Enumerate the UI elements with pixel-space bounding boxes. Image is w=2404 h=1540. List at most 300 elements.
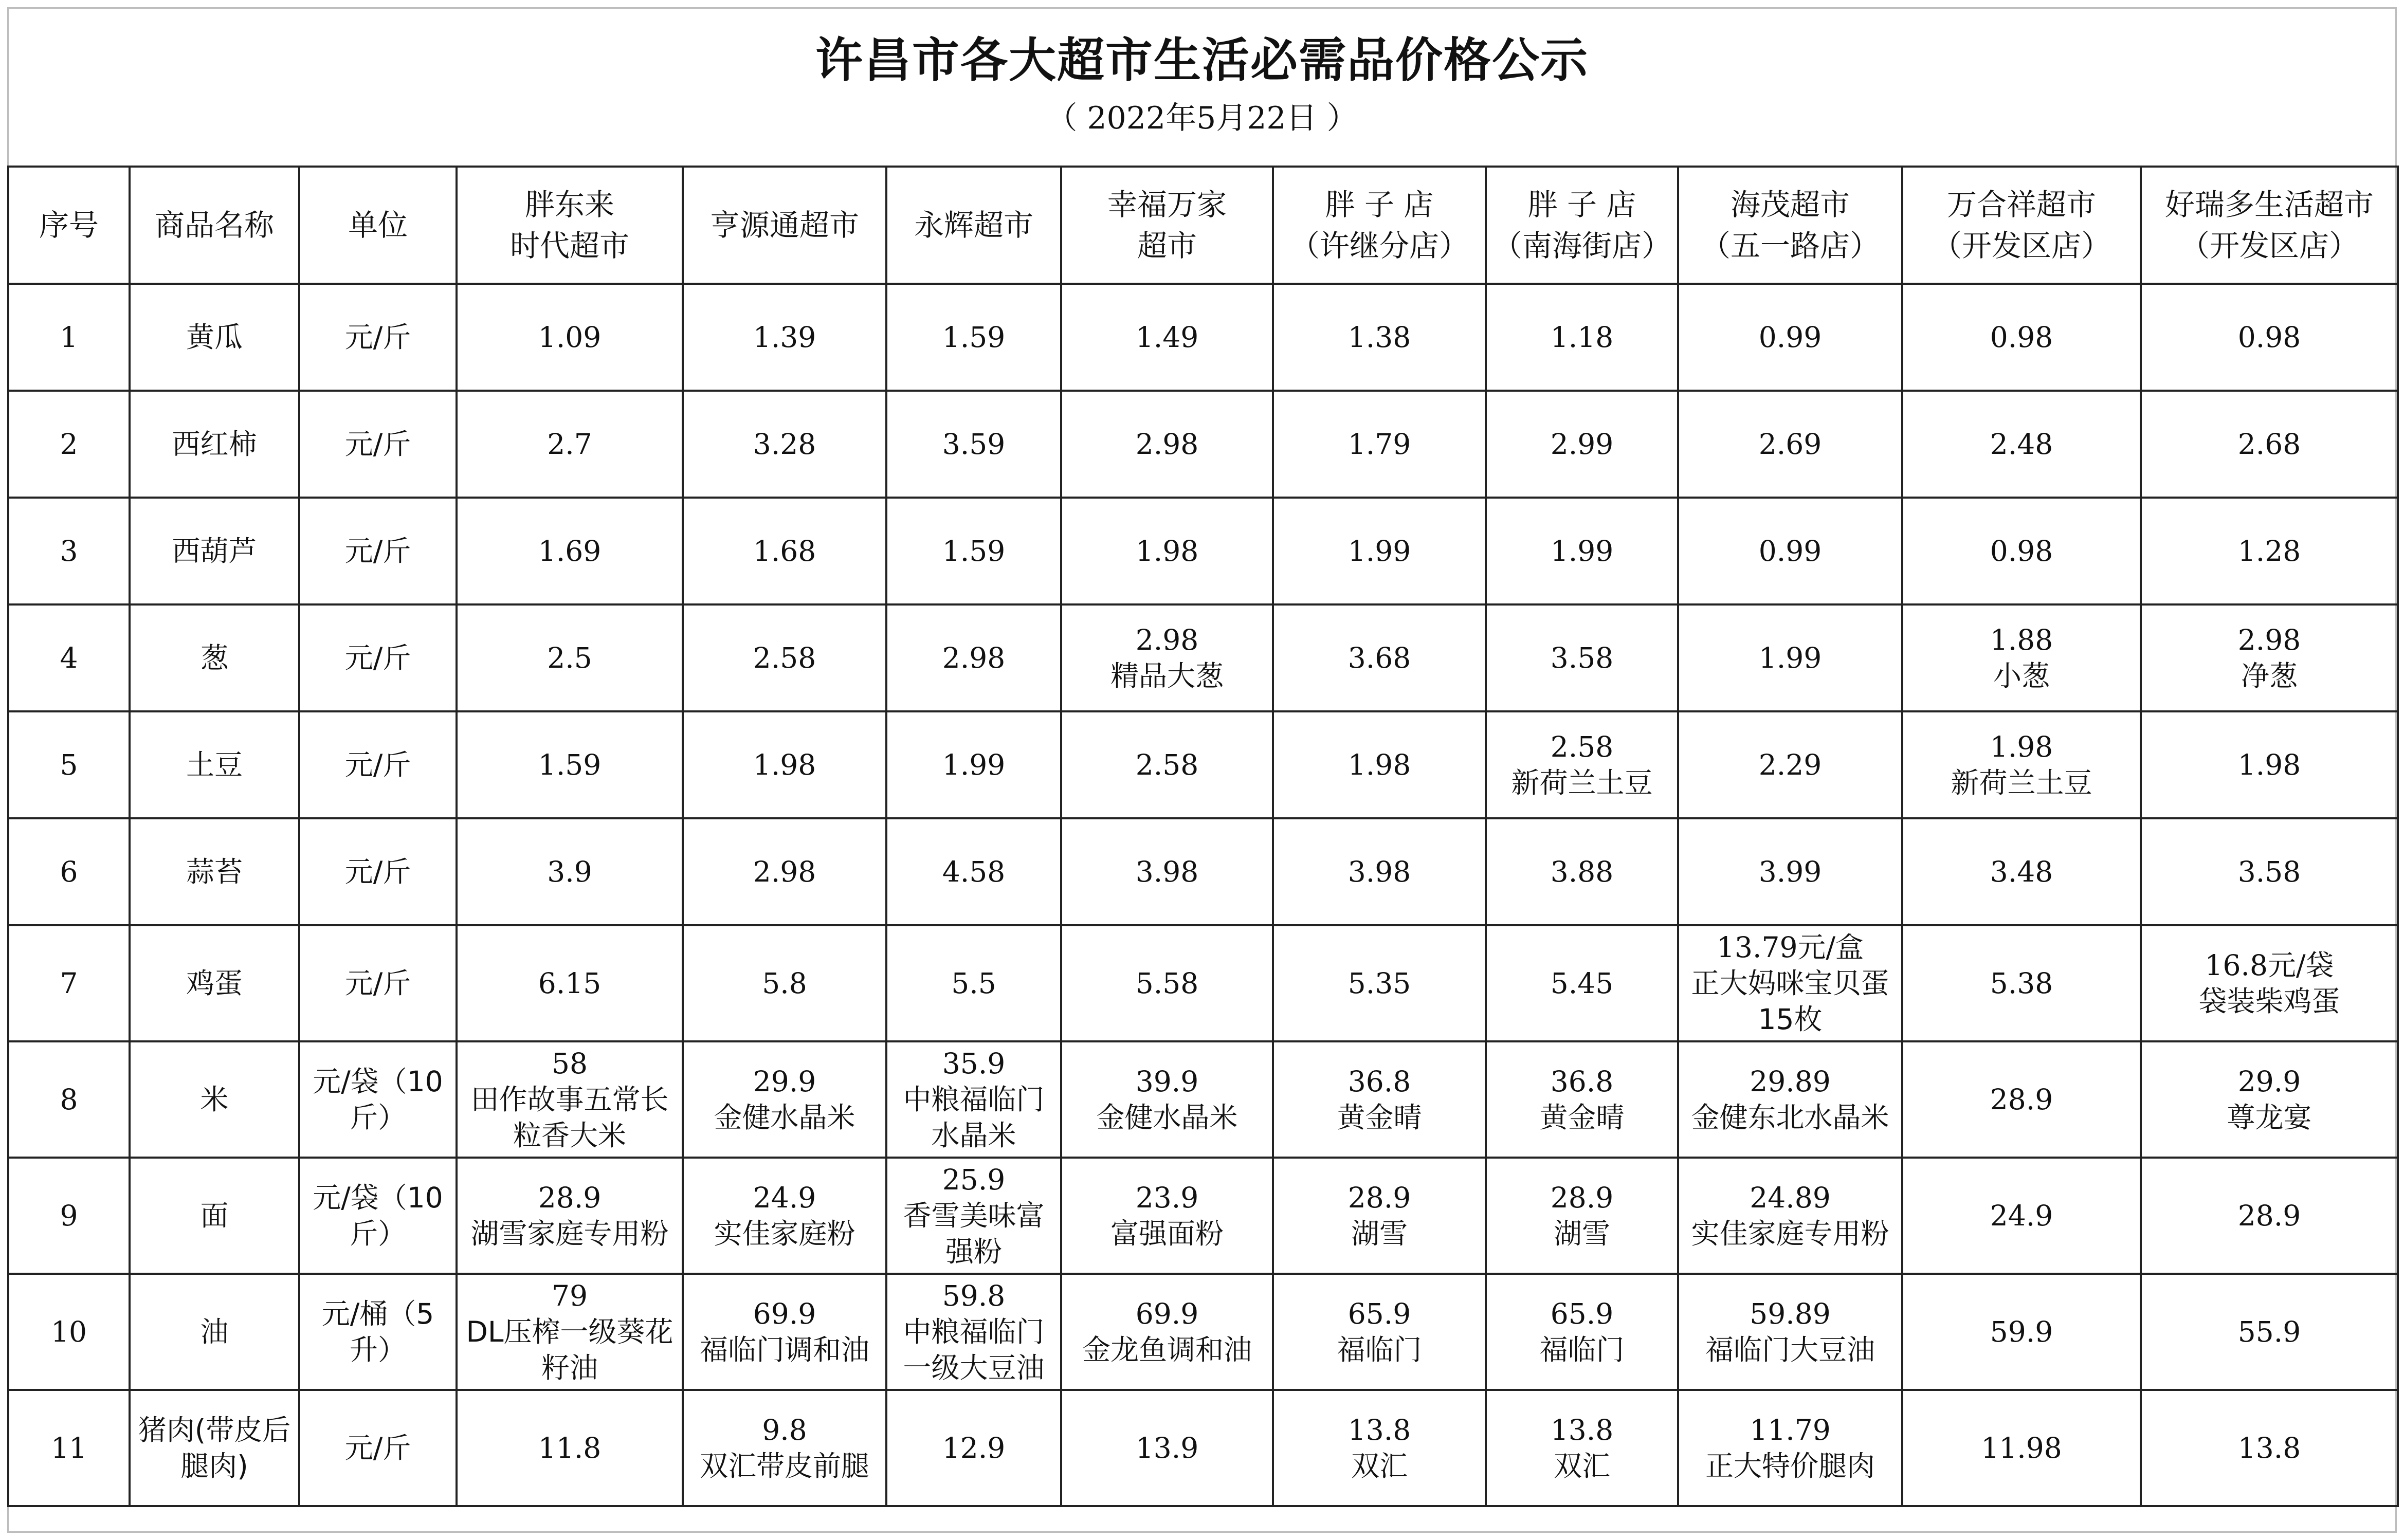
price-value: 1.59 [942, 535, 1006, 567]
price-cell [457, 1158, 683, 1274]
product-note: 金龙鱼调和油 [1082, 1333, 1252, 1366]
price-cell [1902, 1041, 2141, 1158]
price-cell [1486, 925, 1678, 1041]
column-header [1061, 167, 1273, 284]
table-body [8, 284, 2398, 1506]
price-cell [1902, 1158, 2141, 1274]
price-value: 1.99 [1347, 535, 1411, 567]
price-value: 3.98 [1347, 855, 1411, 888]
price-value: 3.88 [1550, 855, 1614, 888]
product-note: 黄金晴 [1539, 1101, 1625, 1134]
price-cell [2141, 925, 2398, 1041]
price-value: 59.8 [942, 1279, 1006, 1312]
product-note: 新荷兰土豆 [1951, 766, 2092, 799]
price-cell [1061, 391, 1273, 498]
price-value: 13.79元/盒 [1717, 931, 1864, 964]
price-value: 25.9 [942, 1163, 1006, 1196]
price-value: 1.59 [538, 748, 602, 781]
price-cell [1902, 604, 2141, 711]
column-header-line2: 超市 [1137, 228, 1197, 263]
price-cell [886, 1274, 1061, 1390]
price-value: 1.98 [1347, 748, 1411, 781]
product-note: 双汇 [1351, 1450, 1408, 1482]
price-cell [457, 1274, 683, 1390]
column-header [1678, 167, 1902, 284]
price-cell [1273, 498, 1486, 604]
price-cell [886, 1041, 1061, 1158]
row-number: 2 [8, 391, 130, 498]
product-name: 猪肉(带皮后腿肉) [130, 1390, 299, 1506]
price-value: 1.98 [1990, 730, 2053, 763]
price-cell [1678, 1158, 1902, 1274]
price-cell [1678, 711, 1902, 818]
price-value: 1.79 [1347, 428, 1411, 461]
unit: 元/斤 [299, 498, 457, 604]
column-header-line2: 时代超市 [509, 228, 629, 263]
price-cell [1486, 391, 1678, 498]
price-cell [1273, 391, 1486, 498]
price-cell [1678, 1390, 1902, 1506]
price-value: 55.9 [2237, 1315, 2301, 1348]
price-value: 24.9 [1990, 1199, 2053, 1232]
price-cell [1902, 925, 2141, 1041]
price-value: 16.8元/袋 [2205, 949, 2334, 982]
product-note: 精品大葱 [1110, 659, 1224, 692]
price-value: 3.98 [1135, 855, 1199, 888]
price-value: 11.98 [1981, 1432, 2062, 1464]
price-cell [1678, 1274, 1902, 1390]
price-value: 5.35 [1347, 967, 1411, 1000]
price-value: 5.45 [1550, 967, 1614, 1000]
price-cell [1902, 1390, 2141, 1506]
price-value: 0.99 [1758, 321, 1822, 354]
row-number: 4 [8, 604, 130, 711]
price-cell [886, 711, 1061, 818]
column-header [130, 167, 299, 284]
price-value: 4.58 [942, 855, 1006, 888]
price-cell [1273, 604, 1486, 711]
price-cell [2141, 1274, 2398, 1390]
price-value: 59.9 [1990, 1315, 2053, 1348]
price-value: 5.38 [1990, 967, 2053, 1000]
price-value: 65.9 [1347, 1297, 1411, 1330]
column-header [457, 167, 683, 284]
price-cell [1902, 711, 2141, 818]
row-number: 10 [8, 1274, 130, 1390]
price-value: 1.98 [753, 748, 816, 781]
price-cell [2141, 711, 2398, 818]
price-cell [1486, 1390, 1678, 1506]
column-header-line1: 商品名称 [154, 208, 274, 243]
price-cell [1273, 1390, 1486, 1506]
price-value: 1.28 [2237, 535, 2301, 567]
table-row [8, 498, 2398, 604]
price-value: 6.15 [538, 967, 602, 1000]
price-cell [457, 818, 683, 925]
column-header-line1: 海茂超市 [1730, 187, 1850, 222]
column-header [886, 167, 1061, 284]
price-value: 58 [552, 1047, 588, 1080]
price-value: 1.59 [942, 321, 1006, 354]
price-cell [457, 604, 683, 711]
price-value: 1.68 [753, 535, 816, 567]
table-row [8, 284, 2398, 391]
price-cell [886, 498, 1061, 604]
product-note: 金健水晶米 [1096, 1101, 1238, 1134]
price-value: 69.9 [1135, 1297, 1199, 1330]
price-value: 3.9 [547, 855, 592, 888]
unit: 元/斤 [299, 391, 457, 498]
price-cell [886, 391, 1061, 498]
price-cell [1486, 1274, 1678, 1390]
price-cell [886, 818, 1061, 925]
price-cell [683, 925, 886, 1041]
price-value: 13.8 [2237, 1432, 2301, 1464]
price-cell [1486, 1041, 1678, 1158]
product-name: 鸡蛋 [130, 925, 299, 1041]
price-value: 1.98 [1135, 535, 1199, 567]
price-cell [1486, 604, 1678, 711]
price-value: 2.58 [1135, 748, 1199, 781]
product-note: 双汇带皮前腿 [699, 1450, 869, 1482]
price-value: 65.9 [1550, 1297, 1614, 1330]
price-value: 29.9 [753, 1065, 816, 1098]
row-number: 9 [8, 1158, 130, 1274]
price-cell [457, 925, 683, 1041]
price-cell [683, 391, 886, 498]
unit: 元/斤 [299, 711, 457, 818]
unit: 元/袋（10斤） [299, 1158, 457, 1274]
table-row [8, 1041, 2398, 1158]
row-number: 8 [8, 1041, 130, 1158]
price-value: 1.39 [753, 321, 816, 354]
price-value: 1.99 [942, 748, 1006, 781]
price-cell [2141, 1390, 2398, 1506]
product-name: 葱 [130, 604, 299, 711]
price-cell [457, 1041, 683, 1158]
product-note: 实佳家庭专用粉 [1691, 1217, 1889, 1250]
price-cell [1678, 925, 1902, 1041]
column-header-line1: 幸福万家 [1107, 187, 1227, 222]
price-cell [1902, 498, 2141, 604]
price-value: 2.58 [1550, 730, 1614, 763]
price-value: 5.8 [762, 967, 807, 1000]
price-value: 1.98 [2237, 748, 2301, 781]
price-value: 1.99 [1758, 641, 1822, 674]
price-cell [2141, 284, 2398, 391]
price-value: 28.9 [1550, 1181, 1614, 1214]
price-cell [1678, 391, 1902, 498]
column-header [1902, 167, 2141, 284]
price-cell [457, 498, 683, 604]
price-cell [683, 1041, 886, 1158]
product-name: 黄瓜 [130, 284, 299, 391]
price-value: 2.48 [1990, 428, 2053, 461]
price-value: 13.8 [1550, 1414, 1614, 1446]
price-value: 2.98 [2237, 624, 2301, 656]
table-row [8, 1274, 2398, 1390]
table-row [8, 391, 2398, 498]
product-note: 福临门 [1337, 1333, 1422, 1366]
column-header-line1: 单位 [348, 208, 408, 243]
unit: 元/桶（5升） [299, 1274, 457, 1390]
column-header [1273, 167, 1486, 284]
price-value: 2.98 [753, 855, 816, 888]
price-cell [1486, 818, 1678, 925]
price-cell [2141, 604, 2398, 711]
price-value: 2.29 [1758, 748, 1822, 781]
price-cell [1061, 498, 1273, 604]
product-name: 土豆 [130, 711, 299, 818]
price-value: 2.69 [1758, 428, 1822, 461]
price-cell [457, 711, 683, 818]
price-value: 0.98 [1990, 321, 2053, 354]
table-row [8, 604, 2398, 711]
price-cell [1061, 604, 1273, 711]
price-cell [1902, 818, 2141, 925]
column-header-line1: 胖 子 店 [1325, 187, 1434, 222]
price-cell [1273, 1158, 1486, 1274]
price-value: 3.58 [2237, 855, 2301, 888]
publish-date: （ 2022年5月22日 ） [1046, 100, 1358, 136]
price-cell [1273, 1274, 1486, 1390]
product-name: 米 [130, 1041, 299, 1158]
price-cell [1061, 1158, 1273, 1274]
product-name: 西红柿 [130, 391, 299, 498]
unit: 元/斤 [299, 604, 457, 711]
price-value: 23.9 [1135, 1181, 1199, 1214]
price-cell [457, 284, 683, 391]
product-note: 黄金晴 [1337, 1101, 1422, 1134]
price-value: 3.28 [753, 428, 816, 461]
price-cell [683, 604, 886, 711]
product-note: 富强面粉 [1110, 1217, 1224, 1250]
row-number: 11 [8, 1390, 130, 1506]
price-cell [1486, 1158, 1678, 1274]
product-note: 中粮福临门一级大豆油 [903, 1315, 1045, 1384]
price-cell [1061, 1274, 1273, 1390]
product-note: 湖雪 [1553, 1217, 1610, 1250]
page-title: 许昌市各大超市生活必需品价格公示 [815, 33, 1589, 88]
price-value: 5.5 [951, 967, 996, 1000]
price-cell [457, 1390, 683, 1506]
table-row [8, 711, 2398, 818]
unit: 元/斤 [299, 1390, 457, 1506]
price-cell [886, 925, 1061, 1041]
product-note: 小葱 [1993, 659, 2050, 692]
price-value: 29.9 [2237, 1065, 2301, 1098]
price-value: 28.9 [1347, 1181, 1411, 1214]
column-header-line1: 好瑞多生活超市 [2164, 187, 2374, 222]
price-value: 24.89 [1750, 1181, 1831, 1214]
price-value: 3.68 [1347, 641, 1411, 674]
price-cell [1902, 391, 2141, 498]
price-value: 5.58 [1135, 967, 1199, 1000]
price-cell [2141, 498, 2398, 604]
price-cell [1061, 1390, 1273, 1506]
price-cell [886, 604, 1061, 711]
column-header-line1: 序号 [39, 208, 99, 243]
price-cell [1061, 1041, 1273, 1158]
price-value: 11.8 [538, 1432, 602, 1464]
price-value: 12.9 [942, 1432, 1006, 1464]
product-note: 袋装柴鸡蛋 [2198, 985, 2340, 1018]
column-header-line1: 万合祥超市 [1946, 187, 2096, 222]
price-value: 11.79 [1750, 1414, 1831, 1446]
column-header-line1: 胖东来 [524, 187, 614, 222]
price-value: 2.58 [753, 641, 816, 674]
product-note: 福临门大豆油 [1705, 1333, 1875, 1366]
price-cell [1902, 284, 2141, 391]
product-note: 湖雪 [1351, 1217, 1408, 1250]
column-header-line1: 亨源通超市 [709, 208, 859, 243]
price-table [7, 166, 2399, 1507]
price-value: 2.98 [1135, 428, 1199, 461]
price-cell [1273, 1041, 1486, 1158]
unit: 元/斤 [299, 818, 457, 925]
unit: 元/袋（10斤） [299, 1041, 457, 1158]
price-cell [1273, 711, 1486, 818]
price-value: 1.49 [1135, 321, 1199, 354]
row-number: 7 [8, 925, 130, 1041]
price-cell [886, 1158, 1061, 1274]
table-row [8, 818, 2398, 925]
product-note: 田作故事五常长粒香大米 [470, 1083, 669, 1152]
price-cell [1678, 284, 1902, 391]
price-value: 9.8 [762, 1414, 807, 1446]
price-value: 59.89 [1750, 1297, 1831, 1330]
price-cell [1273, 818, 1486, 925]
price-value: 0.99 [1758, 535, 1822, 567]
price-value: 79 [552, 1279, 588, 1312]
product-note: 正大特价腿肉 [1705, 1450, 1875, 1482]
price-value: 28.9 [2237, 1199, 2301, 1232]
product-note: 湖雪家庭专用粉 [470, 1217, 669, 1250]
price-cell [683, 1158, 886, 1274]
price-value: 28.9 [538, 1181, 602, 1214]
price-cell [1486, 284, 1678, 391]
price-value: 1.18 [1550, 321, 1614, 354]
price-value: 36.8 [1550, 1065, 1614, 1098]
table-row [8, 1158, 2398, 1274]
product-name: 面 [130, 1158, 299, 1274]
table-header-row [8, 167, 2398, 284]
price-value: 2.98 [942, 641, 1006, 674]
price-cell [683, 818, 886, 925]
price-value: 13.9 [1135, 1432, 1199, 1464]
product-name: 蒜苔 [130, 818, 299, 925]
price-cell [683, 498, 886, 604]
price-cell [683, 711, 886, 818]
price-value: 24.9 [753, 1181, 816, 1214]
column-header [2141, 167, 2398, 284]
product-note: 福临门 [1539, 1333, 1625, 1366]
price-cell [886, 284, 1061, 391]
row-number: 3 [8, 498, 130, 604]
product-note: 福临门调和油 [699, 1333, 869, 1366]
price-cell [1486, 498, 1678, 604]
column-header [8, 167, 130, 284]
price-cell [1678, 818, 1902, 925]
product-note: DL压榨一级葵花籽油 [466, 1315, 673, 1384]
price-cell [683, 284, 886, 391]
price-value: 0.98 [1990, 535, 2053, 567]
price-cell [1061, 925, 1273, 1041]
column-header [1486, 167, 1678, 284]
product-name: 西葫芦 [130, 498, 299, 604]
product-note: 中粮福临门水晶米 [903, 1083, 1045, 1152]
price-value: 1.99 [1550, 535, 1614, 567]
price-value: 1.09 [538, 321, 602, 354]
price-value: 3.48 [1990, 855, 2053, 888]
product-note: 金健水晶米 [714, 1101, 855, 1134]
price-cell [1061, 818, 1273, 925]
product-note: 香雪美味富强粉 [903, 1199, 1045, 1268]
column-header-line1: 胖 子 店 [1527, 187, 1636, 222]
column-header-line2: （许继分店） [1289, 228, 1469, 263]
price-value: 29.89 [1750, 1065, 1831, 1098]
price-cell [457, 391, 683, 498]
price-cell [1061, 711, 1273, 818]
price-value: 1.88 [1990, 624, 2053, 656]
price-cell [1273, 284, 1486, 391]
price-value: 2.98 [1135, 624, 1199, 656]
table-row [8, 925, 2398, 1041]
price-value: 0.98 [2237, 321, 2301, 354]
price-cell [683, 1390, 886, 1506]
column-header [299, 167, 457, 284]
product-note: 双汇 [1553, 1450, 1610, 1482]
price-value: 2.5 [547, 641, 592, 674]
unit: 元/斤 [299, 925, 457, 1041]
product-note: 正大妈咪宝贝蛋15枚 [1691, 967, 1889, 1036]
price-cell [1273, 925, 1486, 1041]
price-cell [1486, 711, 1678, 818]
price-cell [1678, 498, 1902, 604]
product-note: 尊龙宴 [2227, 1101, 2312, 1134]
row-number: 6 [8, 818, 130, 925]
price-value: 13.8 [1347, 1414, 1411, 1446]
price-value: 2.7 [547, 428, 592, 461]
column-header-line2: （开发区店） [2179, 228, 2359, 263]
column-header [683, 167, 886, 284]
price-value: 1.38 [1347, 321, 1411, 354]
column-header-line2: （五一路店） [1700, 228, 1880, 263]
price-cell [2141, 1041, 2398, 1158]
product-note: 净葱 [2241, 659, 2298, 692]
price-value: 3.59 [942, 428, 1006, 461]
price-value: 2.99 [1550, 428, 1614, 461]
product-note: 实佳家庭粉 [714, 1217, 855, 1250]
price-cell [1061, 284, 1273, 391]
price-cell [683, 1274, 886, 1390]
product-name: 油 [130, 1274, 299, 1390]
unit: 元/斤 [299, 284, 457, 391]
price-cell [2141, 818, 2398, 925]
price-value: 3.99 [1758, 855, 1822, 888]
price-cell [1678, 604, 1902, 711]
price-cell [2141, 391, 2398, 498]
price-value: 39.9 [1135, 1065, 1199, 1098]
price-value: 2.68 [2237, 428, 2301, 461]
price-value: 35.9 [942, 1047, 1006, 1080]
price-value: 36.8 [1347, 1065, 1411, 1098]
price-cell [1902, 1274, 2141, 1390]
price-value: 3.58 [1550, 641, 1614, 674]
price-value: 69.9 [753, 1297, 816, 1330]
row-number: 1 [8, 284, 130, 391]
price-cell [886, 1390, 1061, 1506]
